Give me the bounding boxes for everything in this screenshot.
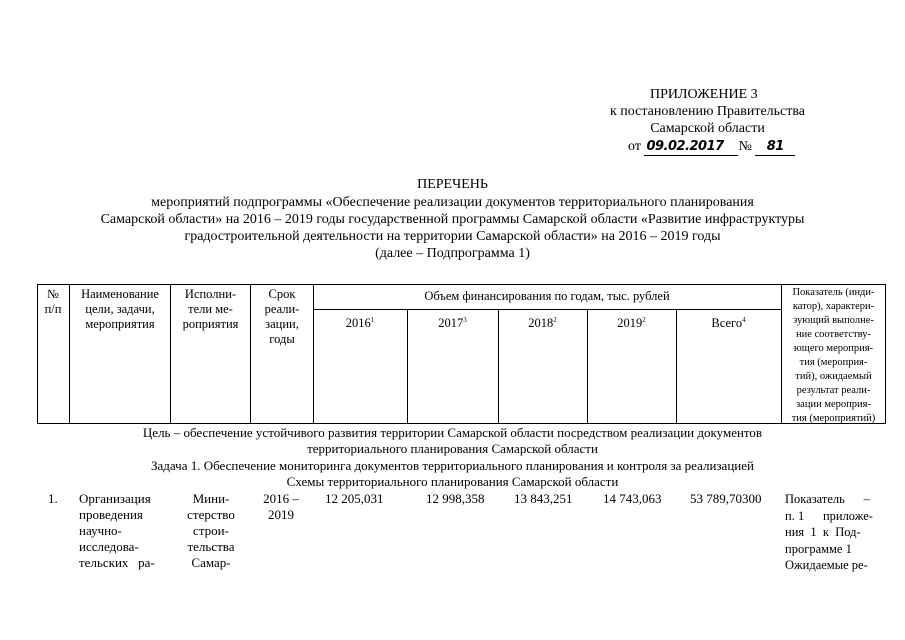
row1-value-2019: 14 743,063 — [603, 491, 662, 506]
row1-indicator-line: ния 1 к Под- — [785, 525, 861, 539]
year-label: 2019 — [617, 316, 643, 330]
row1-name — [79, 491, 171, 571]
heading-line2: Самарской области» на 2016 – 2019 годы государственной программы Самарской области «Развитие инфраструктуры — [100, 212, 805, 227]
appendix-line2: Самарской области — [650, 121, 765, 136]
header-exec-line: Исполни- — [184, 287, 237, 301]
appendix-line1: к постановлению Правительства — [609, 104, 806, 119]
total-label: Всего — [711, 316, 743, 330]
goal-line1: Цель – обеспечение устойчивого развития территории Самарской области посредством реализации документов — [142, 425, 763, 440]
row1-term-line: 2019 — [268, 507, 294, 522]
row1-value-2017: 12 998,358 — [426, 491, 485, 506]
row1-value-total: 53 789,70300 — [690, 491, 762, 506]
appendix-title: ПРИЛОЖЕНИЕ 3 — [650, 87, 758, 102]
header-indicator-line: Показатель (инди- — [792, 287, 875, 298]
heading-line3: градостроительной деятельности на территории Самарской области» на 2016 – 2019 годы — [184, 229, 721, 244]
row1-name-line: научно- — [79, 523, 122, 538]
header-year-2018 — [498, 316, 587, 331]
row1-indicator-line: Показатель – — [785, 492, 870, 506]
header-name — [70, 287, 170, 332]
row1-exec-line: тельства — [187, 539, 235, 554]
header-indicator-line: тия (мероприятий) — [791, 413, 876, 424]
table-header-bottom-border — [37, 423, 885, 424]
col-border — [313, 284, 314, 424]
header-exec-line: тели ме- — [188, 302, 233, 316]
year-footnote: 3 — [463, 315, 467, 324]
header-indicator-line: ние соответству- — [795, 329, 871, 340]
funding-subheader-border — [313, 309, 781, 310]
handwritten-date-signature: 09.02.2017 — [644, 139, 738, 156]
row1-term — [251, 491, 311, 523]
header-exec-line: роприятия — [182, 317, 239, 331]
header-term-line: Срок — [268, 287, 296, 301]
row1-exec-line: стерство — [187, 507, 235, 522]
row1-indicator-line: программе 1 — [785, 541, 852, 556]
row1-indicator-line: Ожидаемые ре- — [785, 558, 868, 572]
row1-name-line: тельских ра- — [79, 555, 155, 570]
year-label: 2016 — [345, 316, 371, 330]
row1-exec-line: строи- — [193, 523, 229, 538]
header-term-line: зации, — [265, 317, 299, 331]
header-term — [251, 287, 313, 347]
number-mark: № — [738, 139, 752, 154]
header-num-line: № — [47, 287, 59, 301]
task-line1: Задача 1. Обеспечение мониторинга документов территориального планирования и контроля за реализацией — [151, 458, 754, 473]
header-term-line: реали- — [264, 302, 300, 316]
task-line2: Схемы территориального планирования Самарской области — [286, 474, 619, 489]
header-num-line: п/п — [44, 302, 62, 316]
col-border — [885, 284, 886, 424]
row1-value-2016: 12 205,031 — [325, 491, 384, 506]
header-num — [37, 287, 69, 317]
from-prefix: от — [628, 139, 641, 154]
row1-term-line: 2016 – — [263, 491, 299, 506]
header-year-2019 — [587, 316, 676, 331]
row1-exec-line: Мини- — [192, 491, 230, 506]
header-name-line: Наименование — [81, 287, 159, 301]
total-footnote: 4 — [742, 315, 746, 324]
header-indicator-line: тия (мероприя- — [799, 357, 868, 368]
row1-num: 1. — [48, 491, 58, 506]
year-label: 2018 — [528, 316, 554, 330]
row1-indicator-line: п. 1 приложе- — [785, 508, 873, 523]
year-footnote: 2 — [553, 315, 557, 324]
header-indicator-line: ющего мероприя- — [793, 343, 874, 354]
year-footnote: 2 — [642, 315, 646, 324]
row1-name-line: проведения — [79, 507, 143, 522]
row1-name-line: исследова- — [79, 539, 139, 554]
table-top-border — [37, 284, 885, 285]
row1-executor — [176, 491, 246, 571]
header-name-line: цели, задачи, — [85, 302, 155, 316]
row1-exec-line: Самар- — [191, 555, 231, 570]
header-indicator-line: зующий выполне- — [793, 315, 874, 326]
year-label: 2017 — [438, 316, 464, 330]
header-indicator-line: тий), ожидаемый — [795, 371, 872, 382]
row1-indicator — [785, 491, 885, 574]
goal-line2: территориального планирования Самарской области — [307, 441, 598, 456]
heading-line1: мероприятий подпрограммы «Обеспечение реализации документов территориального планирования — [151, 195, 754, 210]
header-name-line: мероприятия — [85, 317, 155, 331]
header-indicator-line: катор), характери- — [792, 301, 875, 312]
header-total — [676, 316, 781, 331]
header-indicator — [782, 286, 885, 426]
header-year-2017 — [407, 316, 498, 331]
row1-value-2018: 13 843,251 — [514, 491, 573, 506]
header-indicator-line: зации мероприя- — [796, 399, 871, 410]
header-indicator-line: результат реали- — [796, 385, 871, 396]
heading-line4: (далее – Подпрограмма 1) — [375, 246, 530, 261]
handwritten-number-signature: 81 — [755, 139, 795, 156]
header-executors — [171, 287, 250, 332]
year-footnote: 1 — [370, 315, 375, 324]
appendix-date-line — [628, 139, 795, 156]
row1-name-line: Организация — [79, 491, 151, 506]
header-year-2016 — [313, 316, 407, 331]
header-funding: Объем финансирования по годам, тыс. рублей — [424, 289, 670, 303]
doc-title: ПЕРЕЧЕНЬ — [417, 177, 488, 192]
header-term-line: годы — [269, 332, 295, 346]
